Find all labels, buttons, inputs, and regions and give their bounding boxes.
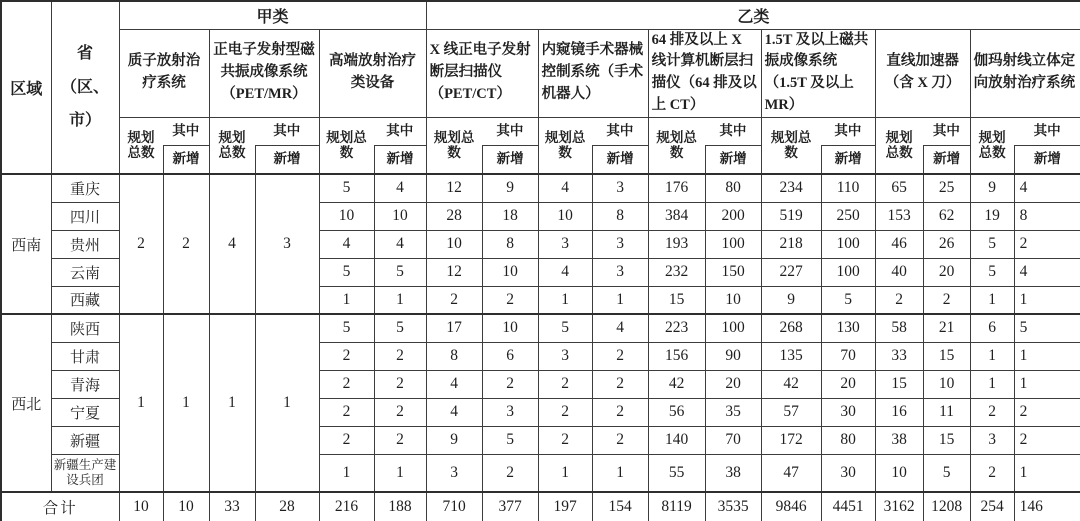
plan-total-header: 规划总数 bbox=[875, 117, 923, 174]
among-header: 其中 bbox=[374, 117, 426, 145]
value-cell: 5 bbox=[319, 314, 374, 342]
value-cell: 2 bbox=[970, 454, 1014, 492]
value-cell: 5 bbox=[374, 258, 426, 286]
total-value-cell: 254 bbox=[970, 492, 1014, 521]
province-label: 甘肃 bbox=[51, 342, 119, 370]
total-label: 合计 bbox=[1, 492, 119, 521]
category-header: X 线正电子发射断层扫描仪（PET/CT） bbox=[426, 29, 538, 117]
value-cell: 100 bbox=[705, 314, 761, 342]
value-cell: 1 bbox=[970, 342, 1014, 370]
plan-total-header: 规划总数 bbox=[119, 117, 163, 174]
value-cell: 21 bbox=[923, 314, 970, 342]
value-cell: 2 bbox=[970, 398, 1014, 426]
new-added-header: 新增 bbox=[705, 145, 761, 174]
value-cell: 15 bbox=[923, 342, 970, 370]
new-added-header: 新增 bbox=[255, 145, 319, 174]
value-cell: 8 bbox=[1014, 202, 1080, 230]
province-label: 西藏 bbox=[51, 286, 119, 314]
value-cell: 3 bbox=[970, 426, 1014, 454]
merged-value-cell: 2 bbox=[163, 174, 209, 314]
among-header: 其中 bbox=[1014, 117, 1080, 145]
new-added-header: 新增 bbox=[374, 145, 426, 174]
among-header: 其中 bbox=[821, 117, 875, 145]
value-cell: 20 bbox=[821, 370, 875, 398]
total-value-cell: 33 bbox=[209, 492, 255, 521]
value-cell: 2 bbox=[374, 398, 426, 426]
table-body bbox=[1, 174, 1080, 521]
value-cell: 3 bbox=[538, 342, 592, 370]
new-added-header: 新增 bbox=[163, 145, 209, 174]
province-label: 贵州 bbox=[51, 230, 119, 258]
value-cell: 2 bbox=[482, 454, 538, 492]
value-cell: 56 bbox=[648, 398, 705, 426]
value-cell: 6 bbox=[482, 342, 538, 370]
value-cell: 2 bbox=[538, 398, 592, 426]
value-cell: 3 bbox=[538, 230, 592, 258]
merged-value-cell: 1 bbox=[119, 314, 163, 492]
value-cell: 12 bbox=[426, 174, 482, 202]
value-cell: 227 bbox=[761, 258, 821, 286]
value-cell: 5 bbox=[923, 454, 970, 492]
merged-value-cell: 2 bbox=[119, 174, 163, 314]
value-cell: 55 bbox=[648, 454, 705, 492]
value-cell: 100 bbox=[821, 230, 875, 258]
total-value-cell: 1208 bbox=[923, 492, 970, 521]
value-cell: 218 bbox=[761, 230, 821, 258]
value-cell: 519 bbox=[761, 202, 821, 230]
among-header: 其中 bbox=[163, 117, 209, 145]
value-cell: 15 bbox=[875, 370, 923, 398]
category-header: 质子放射治疗系统 bbox=[119, 29, 209, 117]
province-label: 新疆生产建设兵团 bbox=[51, 454, 119, 492]
value-cell: 172 bbox=[761, 426, 821, 454]
value-cell: 193 bbox=[648, 230, 705, 258]
total-value-cell: 188 bbox=[374, 492, 426, 521]
value-cell: 153 bbox=[875, 202, 923, 230]
value-cell: 12 bbox=[426, 258, 482, 286]
value-cell: 1 bbox=[538, 454, 592, 492]
value-cell: 1 bbox=[1014, 370, 1080, 398]
region-label: 西北 bbox=[1, 314, 51, 492]
value-cell: 11 bbox=[923, 398, 970, 426]
value-cell: 9 bbox=[761, 286, 821, 314]
value-cell: 9 bbox=[970, 174, 1014, 202]
value-cell: 5 bbox=[482, 426, 538, 454]
plan-total-header: 规划总数 bbox=[538, 117, 592, 174]
value-cell: 38 bbox=[705, 454, 761, 492]
value-cell: 1 bbox=[1014, 342, 1080, 370]
plan-total-header: 规划总数 bbox=[648, 117, 705, 174]
value-cell: 1 bbox=[592, 286, 648, 314]
value-cell: 40 bbox=[875, 258, 923, 286]
value-cell: 5 bbox=[1014, 314, 1080, 342]
merged-value-cell: 1 bbox=[209, 314, 255, 492]
value-cell: 3 bbox=[482, 398, 538, 426]
merged-value-cell: 4 bbox=[209, 174, 255, 314]
province-label: 陕西 bbox=[51, 314, 119, 342]
value-cell: 2 bbox=[592, 426, 648, 454]
value-cell: 2 bbox=[319, 342, 374, 370]
new-added-header: 新增 bbox=[592, 145, 648, 174]
value-cell: 5 bbox=[319, 174, 374, 202]
new-added-header: 新增 bbox=[482, 145, 538, 174]
value-cell: 80 bbox=[821, 426, 875, 454]
value-cell: 10 bbox=[923, 370, 970, 398]
value-cell: 1 bbox=[1014, 454, 1080, 492]
value-cell: 5 bbox=[970, 258, 1014, 286]
value-cell: 80 bbox=[705, 174, 761, 202]
class-b-header: 乙类 bbox=[426, 1, 1080, 29]
total-value-cell: 146 bbox=[1014, 492, 1080, 521]
total-value-cell: 8119 bbox=[648, 492, 705, 521]
value-cell: 1 bbox=[592, 454, 648, 492]
value-cell: 200 bbox=[705, 202, 761, 230]
province-label: 云南 bbox=[51, 258, 119, 286]
value-cell: 2 bbox=[482, 286, 538, 314]
province-label: 宁夏 bbox=[51, 398, 119, 426]
value-cell: 18 bbox=[482, 202, 538, 230]
value-cell: 16 bbox=[875, 398, 923, 426]
value-cell: 70 bbox=[705, 426, 761, 454]
among-header: 其中 bbox=[592, 117, 648, 145]
value-cell: 4 bbox=[374, 230, 426, 258]
value-cell: 2 bbox=[592, 370, 648, 398]
total-value-cell: 28 bbox=[255, 492, 319, 521]
value-cell: 4 bbox=[426, 398, 482, 426]
value-cell: 176 bbox=[648, 174, 705, 202]
value-cell: 4 bbox=[1014, 258, 1080, 286]
total-value-cell: 10 bbox=[119, 492, 163, 521]
category-header: 1.5T 及以上磁共振成像系统（1.5T 及以上 MR） bbox=[761, 29, 875, 117]
value-cell: 6 bbox=[970, 314, 1014, 342]
value-cell: 100 bbox=[705, 230, 761, 258]
value-cell: 223 bbox=[648, 314, 705, 342]
value-cell: 2 bbox=[538, 370, 592, 398]
value-cell: 70 bbox=[821, 342, 875, 370]
value-cell: 10 bbox=[426, 230, 482, 258]
value-cell: 3 bbox=[592, 258, 648, 286]
table-header bbox=[1, 1, 1080, 174]
province-label: 四川 bbox=[51, 202, 119, 230]
total-value-cell: 197 bbox=[538, 492, 592, 521]
value-cell: 5 bbox=[319, 258, 374, 286]
value-cell: 42 bbox=[648, 370, 705, 398]
value-cell: 4 bbox=[426, 370, 482, 398]
value-cell: 5 bbox=[374, 314, 426, 342]
value-cell: 30 bbox=[821, 454, 875, 492]
category-header: 直线加速器（含 X 刀） bbox=[875, 29, 970, 117]
among-header: 其中 bbox=[705, 117, 761, 145]
value-cell: 9 bbox=[482, 174, 538, 202]
merged-value-cell: 1 bbox=[255, 314, 319, 492]
region-label: 西南 bbox=[1, 174, 51, 314]
value-cell: 8 bbox=[482, 230, 538, 258]
value-cell: 2 bbox=[592, 398, 648, 426]
total-value-cell: 9846 bbox=[761, 492, 821, 521]
value-cell: 2 bbox=[374, 426, 426, 454]
total-value-cell: 3162 bbox=[875, 492, 923, 521]
class-a-header: 甲类 bbox=[119, 1, 426, 29]
plan-total-header: 规划总数 bbox=[970, 117, 1014, 174]
value-cell: 1 bbox=[1014, 286, 1080, 314]
total-value-cell: 3535 bbox=[705, 492, 761, 521]
total-value-cell: 4451 bbox=[821, 492, 875, 521]
among-header: 其中 bbox=[923, 117, 970, 145]
value-cell: 2 bbox=[319, 398, 374, 426]
region-column-header: 区域 bbox=[1, 1, 51, 174]
total-value-cell: 377 bbox=[482, 492, 538, 521]
province-column-header: 省（区、市） bbox=[51, 1, 119, 174]
value-cell: 1 bbox=[970, 286, 1014, 314]
total-value-cell: 710 bbox=[426, 492, 482, 521]
new-added-header: 新增 bbox=[1014, 145, 1080, 174]
value-cell: 10 bbox=[705, 286, 761, 314]
province-label: 新疆 bbox=[51, 426, 119, 454]
category-header: 内窥镜手术器械控制系统（手术机器人） bbox=[538, 29, 648, 117]
value-cell: 3 bbox=[592, 230, 648, 258]
value-cell: 234 bbox=[761, 174, 821, 202]
value-cell: 268 bbox=[761, 314, 821, 342]
value-cell: 2 bbox=[875, 286, 923, 314]
value-cell: 20 bbox=[705, 370, 761, 398]
value-cell: 2 bbox=[1014, 398, 1080, 426]
value-cell: 2 bbox=[374, 342, 426, 370]
merged-value-cell: 1 bbox=[163, 314, 209, 492]
value-cell: 26 bbox=[923, 230, 970, 258]
value-cell: 65 bbox=[875, 174, 923, 202]
new-added-header: 新增 bbox=[923, 145, 970, 174]
value-cell: 62 bbox=[923, 202, 970, 230]
value-cell: 156 bbox=[648, 342, 705, 370]
value-cell: 3 bbox=[592, 174, 648, 202]
value-cell: 4 bbox=[538, 258, 592, 286]
total-value-cell: 154 bbox=[592, 492, 648, 521]
among-header: 其中 bbox=[255, 117, 319, 145]
category-header: 高端放射治疗类设备 bbox=[319, 29, 426, 117]
value-cell: 15 bbox=[648, 286, 705, 314]
value-cell: 2 bbox=[1014, 426, 1080, 454]
value-cell: 4 bbox=[538, 174, 592, 202]
value-cell: 35 bbox=[705, 398, 761, 426]
value-cell: 130 bbox=[821, 314, 875, 342]
value-cell: 10 bbox=[374, 202, 426, 230]
value-cell: 8 bbox=[592, 202, 648, 230]
category-header: 伽玛射线立体定向放射治疗系统 bbox=[970, 29, 1080, 117]
value-cell: 1 bbox=[319, 286, 374, 314]
value-cell: 2 bbox=[319, 370, 374, 398]
value-cell: 1 bbox=[970, 370, 1014, 398]
value-cell: 135 bbox=[761, 342, 821, 370]
value-cell: 4 bbox=[319, 230, 374, 258]
value-cell: 4 bbox=[592, 314, 648, 342]
plan-total-header: 规划总数 bbox=[761, 117, 821, 174]
value-cell: 140 bbox=[648, 426, 705, 454]
value-cell: 42 bbox=[761, 370, 821, 398]
new-added-header: 新增 bbox=[821, 145, 875, 174]
value-cell: 10 bbox=[319, 202, 374, 230]
value-cell: 10 bbox=[538, 202, 592, 230]
category-header: 64 排及以上 X 线计算机断层扫描仪（64 排及以上 CT） bbox=[648, 29, 761, 117]
plan-total-header: 规划总数 bbox=[319, 117, 374, 174]
value-cell: 9 bbox=[426, 426, 482, 454]
value-cell: 250 bbox=[821, 202, 875, 230]
value-cell: 10 bbox=[875, 454, 923, 492]
value-cell: 1 bbox=[374, 454, 426, 492]
value-cell: 384 bbox=[648, 202, 705, 230]
among-header: 其中 bbox=[482, 117, 538, 145]
value-cell: 10 bbox=[482, 258, 538, 286]
value-cell: 90 bbox=[705, 342, 761, 370]
value-cell: 2 bbox=[923, 286, 970, 314]
value-cell: 19 bbox=[970, 202, 1014, 230]
total-value-cell: 216 bbox=[319, 492, 374, 521]
value-cell: 2 bbox=[426, 286, 482, 314]
value-cell: 8 bbox=[426, 342, 482, 370]
value-cell: 25 bbox=[923, 174, 970, 202]
value-cell: 5 bbox=[538, 314, 592, 342]
merged-value-cell: 3 bbox=[255, 174, 319, 314]
value-cell: 33 bbox=[875, 342, 923, 370]
value-cell: 3 bbox=[426, 454, 482, 492]
value-cell: 4 bbox=[374, 174, 426, 202]
value-cell: 38 bbox=[875, 426, 923, 454]
plan-total-header: 规划总数 bbox=[426, 117, 482, 174]
province-label: 重庆 bbox=[51, 174, 119, 202]
value-cell: 1 bbox=[319, 454, 374, 492]
value-cell: 57 bbox=[761, 398, 821, 426]
value-cell: 4 bbox=[1014, 174, 1080, 202]
value-cell: 2 bbox=[482, 370, 538, 398]
value-cell: 2 bbox=[592, 342, 648, 370]
value-cell: 232 bbox=[648, 258, 705, 286]
value-cell: 58 bbox=[875, 314, 923, 342]
value-cell: 20 bbox=[923, 258, 970, 286]
value-cell: 47 bbox=[761, 454, 821, 492]
total-value-cell: 10 bbox=[163, 492, 209, 521]
value-cell: 2 bbox=[538, 426, 592, 454]
value-cell: 2 bbox=[319, 426, 374, 454]
value-cell: 2 bbox=[1014, 230, 1080, 258]
plan-total-header: 规划总数 bbox=[209, 117, 255, 174]
value-cell: 30 bbox=[821, 398, 875, 426]
value-cell: 46 bbox=[875, 230, 923, 258]
value-cell: 10 bbox=[482, 314, 538, 342]
value-cell: 1 bbox=[374, 286, 426, 314]
value-cell: 15 bbox=[923, 426, 970, 454]
province-label: 青海 bbox=[51, 370, 119, 398]
value-cell: 5 bbox=[821, 286, 875, 314]
value-cell: 110 bbox=[821, 174, 875, 202]
value-cell: 28 bbox=[426, 202, 482, 230]
value-cell: 2 bbox=[374, 370, 426, 398]
value-cell: 5 bbox=[970, 230, 1014, 258]
value-cell: 150 bbox=[705, 258, 761, 286]
value-cell: 100 bbox=[821, 258, 875, 286]
value-cell: 1 bbox=[538, 286, 592, 314]
category-header: 正电子发射型磁共振成像系统（PET/MR） bbox=[209, 29, 319, 117]
value-cell: 17 bbox=[426, 314, 482, 342]
